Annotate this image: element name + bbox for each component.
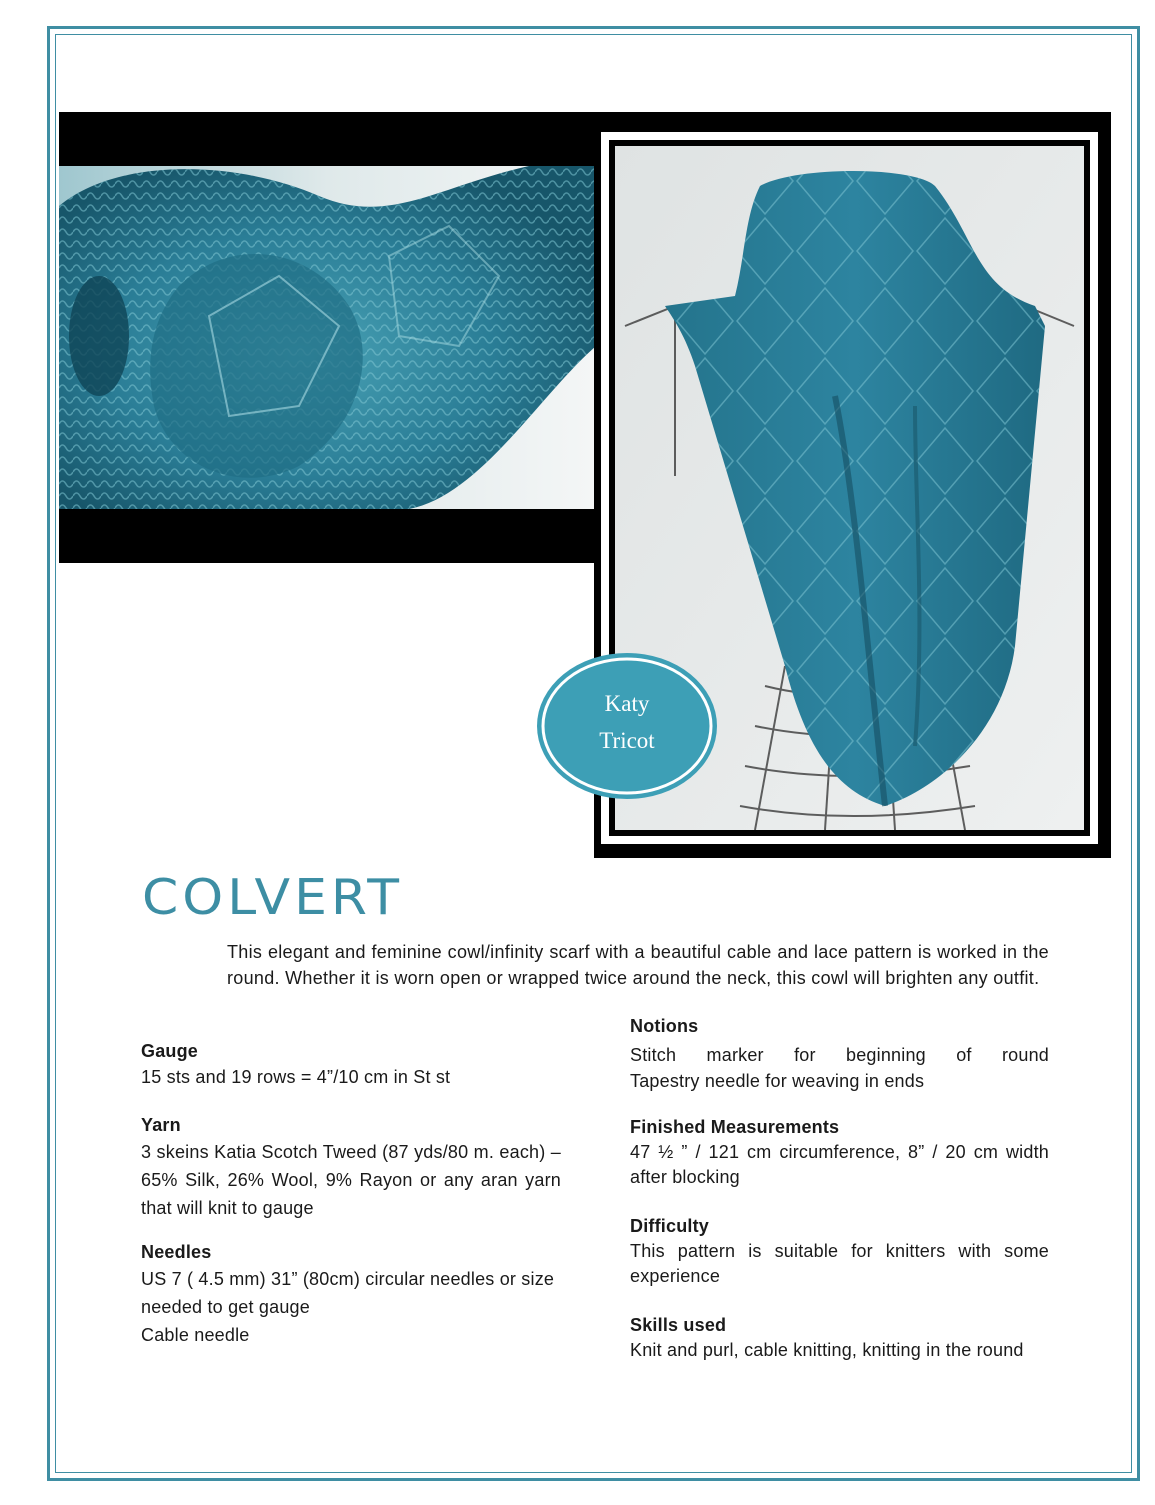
gauge-section <box>141 1038 561 1090</box>
measurements-heading: Finished Measurements <box>630 1117 840 1137</box>
notions-section <box>630 1013 1049 1094</box>
needles-text: US 7 ( 4.5 mm) 31” (80cm) circular needles or size needed to get gauge <box>141 1269 555 1317</box>
skills-section <box>630 1312 1030 1363</box>
needles-heading: Needles <box>141 1242 212 1262</box>
difficulty-text: This pattern is suitable for knitters with some experience <box>630 1241 1049 1286</box>
needles-extra: Cable needle <box>141 1325 250 1345</box>
needles-section <box>141 1239 566 1349</box>
gauge-heading: Gauge <box>141 1041 199 1061</box>
closeup-photo <box>59 166 596 509</box>
yarn-section <box>141 1112 561 1222</box>
measurements-text: 47 ½ ” / 121 cm circumference, 8” / 20 cm width after blocking <box>630 1142 1049 1187</box>
pattern-description: This elegant and feminine cowl/infinity scarf with a beautiful cable and lace pattern is worked in the round. Whether it is worn open or wrapped twice around the neck, this cowl will brighten any outfit. <box>227 942 1049 988</box>
closeup-photo-frame <box>59 112 604 563</box>
logo-line-1: Katy <box>604 691 650 716</box>
measurements-section <box>630 1114 1049 1190</box>
katy-tricot-logo <box>537 653 717 799</box>
yarn-heading: Yarn <box>141 1115 181 1135</box>
pattern-title: COLVERT <box>142 869 404 927</box>
skills-text: Knit and purl, cable knitting, knitting in the round <box>630 1340 1024 1360</box>
gauge-text: 15 sts and 19 rows = 4”/10 cm in St st <box>141 1067 451 1087</box>
notions-heading: Notions <box>630 1016 699 1036</box>
difficulty-heading: Difficulty <box>630 1216 710 1236</box>
yarn-text: 3 skeins Katia Scotch Tweed (87 yds/80 m. each) – 65% Silk, 26% Wool, 9% Rayon or any aran yarn that will knit to gauge <box>141 1142 561 1218</box>
logo-line-2: Tricot <box>599 728 655 753</box>
difficulty-section <box>630 1213 1049 1289</box>
notions-line-2: Tapestry needle for weaving in ends <box>630 1071 925 1091</box>
notions-line-1: Stitch marker for beginning of round <box>630 1045 1049 1065</box>
skills-heading: Skills used <box>630 1315 727 1335</box>
